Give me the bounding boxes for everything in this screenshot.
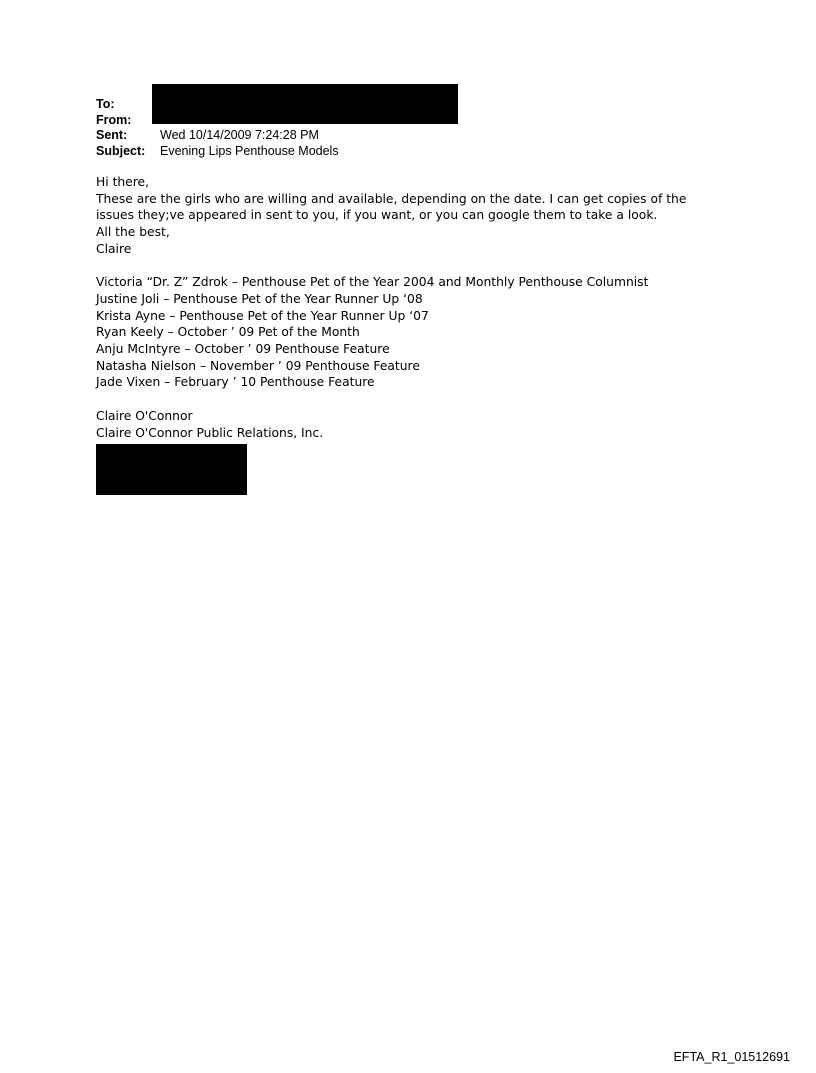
model-list-item: Ryan Keely – October ’ 09 Pet of the Month [96, 325, 360, 340]
signature-name: Claire O'Connor [96, 408, 193, 423]
closing-line: All the best, [96, 225, 170, 240]
model-list-item: Jade Vixen – February ’ 10 Penthouse Feature [96, 375, 375, 390]
document-id: EFTA_R1_01512691 [673, 1050, 790, 1064]
model-list-item: Victoria “Dr. Z” Zdrok – Penthouse Pet of the Year 2004 and Monthly Penthouse Columnist [96, 275, 649, 290]
subject-value: Evening Lips Penthouse Models [160, 143, 339, 158]
model-list-item: Natasha Nielson – November ’ 09 Penthouse Feature [96, 358, 420, 373]
model-list-item: Justine Joli – Penthouse Pet of the Year Runner Up ‘08 [96, 291, 423, 306]
subject-label: Subject: [96, 143, 146, 158]
redaction-block [152, 84, 458, 124]
sent-label: Sent: [96, 128, 128, 142]
from-label: From: [96, 112, 132, 127]
sender-first-name: Claire [96, 241, 132, 256]
redaction-block [96, 444, 247, 495]
body-paragraph-line: issues they;ve appeared in sent to you, if you want, or you can google them to take a look. [96, 208, 658, 223]
signature-company: Claire O'Connor Public Relations, Inc. [96, 425, 324, 440]
sent-row [96, 128, 696, 144]
to-label: To: [96, 97, 115, 111]
sent-value: Wed 10/14/2009 7:24:28 PM [160, 128, 319, 142]
blank-line [96, 258, 736, 275]
email-body [96, 174, 736, 441]
subject-row [96, 144, 696, 160]
blank-line [96, 391, 736, 408]
model-list-item: Anju McIntyre – October ’ 09 Penthouse Feature [96, 342, 390, 357]
model-list-item: Krista Ayne – Penthouse Pet of the Year Runner Up ‘07 [96, 308, 429, 323]
greeting: Hi there, [96, 175, 150, 189]
body-paragraph-line: These are the girls who are willing and available, depending on the date. I can get copies of the [96, 191, 687, 206]
